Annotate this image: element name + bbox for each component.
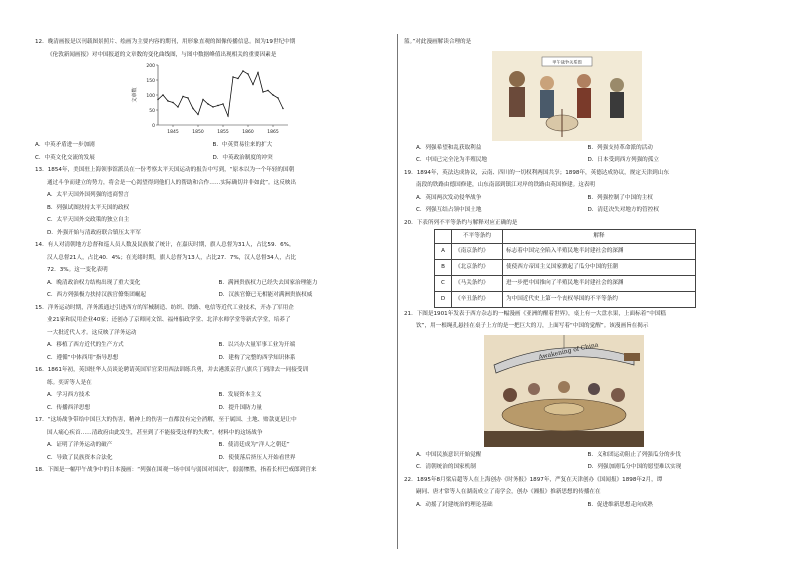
option-a[interactable]: A．中国民族意识开始觉醒 bbox=[416, 451, 482, 458]
option-d[interactable]: D．清廷决失对地方的管控权 bbox=[587, 207, 659, 213]
data-point bbox=[157, 99, 158, 100]
option-d[interactable]: D．列强加剧瓜分中国的愿望难以实现 bbox=[587, 464, 682, 470]
question-text: 14．有人对清朝地方总督和巡人员人数及民族做了统计，在嘉庆时期，旗人总督为31人，占比59．6%， bbox=[35, 242, 295, 248]
question-text: 南段的铁路由德国修建，山东南部到镇江对岸的铁路由英国修建。这表明 bbox=[416, 182, 596, 188]
question-text: 22．1895年8月梁启超等人在上海创办《时务报》1897年，严复在天津创办《国闻报》1898年2月，谭 bbox=[404, 476, 663, 483]
column-divider bbox=[397, 34, 398, 549]
option-a[interactable]: A．学习西方技术 bbox=[47, 392, 90, 398]
table-row bbox=[435, 275, 696, 291]
awakening-of-china-cartoon bbox=[404, 333, 759, 449]
option-c[interactable]: C．西方列强极力扶持汉族官僚集团崛起 bbox=[47, 292, 147, 298]
question-text: 20．下表所列不平等条约与解释对应正确的是 bbox=[404, 219, 518, 226]
data-point bbox=[262, 91, 263, 92]
option-row bbox=[35, 277, 390, 290]
data-point bbox=[212, 106, 213, 107]
option-row bbox=[35, 452, 390, 465]
question-text: 国人痛心疾首……清政府由此发生，甚至到了不能接受这样的失败”。材料中的这场战争 bbox=[47, 429, 263, 436]
x-tick-label: 1845 bbox=[167, 130, 179, 135]
data-point bbox=[257, 72, 258, 73]
data-point bbox=[182, 96, 183, 97]
question-text: 汉人总督21人，占比40．4%；在光绪时期，旗人总督为13人，占比27．7%，汉人总督34人，占比 bbox=[47, 254, 297, 261]
question-text: 72．3%。这一变化表明 bbox=[47, 267, 108, 273]
option-row bbox=[35, 139, 390, 152]
option-c[interactable]: C．传播西洋思想 bbox=[47, 404, 91, 411]
line-chart bbox=[130, 61, 300, 139]
figure-body bbox=[509, 87, 525, 117]
question-text: 21．下图是1901年发表于西方杂志的一幅漫画《亚洲的醒着世界》，桌上有一大盘水果，上面标着“中国糕 bbox=[404, 310, 666, 317]
option-a[interactable]: A．证明了洋务运动的破产 bbox=[47, 442, 113, 448]
table-header-cell: 不平等条约 bbox=[452, 230, 503, 244]
table-cell: 《南京条约》 bbox=[452, 243, 503, 259]
data-point bbox=[247, 73, 248, 74]
option-row bbox=[35, 152, 390, 165]
option-b[interactable]: B．中英贸易往来的扩大 bbox=[212, 142, 273, 148]
data-point bbox=[267, 90, 268, 91]
option-b[interactable]: B．发展资本主义 bbox=[218, 392, 262, 398]
sword-inscription: Awakening of China bbox=[537, 340, 600, 361]
y-tick-label: 50 bbox=[149, 108, 155, 114]
y-axis-label: 文章数 bbox=[132, 87, 138, 103]
table-cell: 使使西方帝国主义国家掀起了瓜分中国的狂潮 bbox=[503, 259, 696, 275]
option-d[interactable]: D．外强开始与清政府联合镇压太平军 bbox=[47, 229, 141, 236]
table-header-cell: 解释 bbox=[503, 230, 696, 244]
table-cell: B bbox=[435, 259, 452, 275]
data-point bbox=[172, 102, 173, 103]
right-column bbox=[404, 36, 759, 511]
option-a[interactable]: A．晚清政治权力结构出现了重大变化 bbox=[47, 279, 141, 286]
data-point bbox=[187, 97, 188, 98]
option-d[interactable]: D．提升国防力量 bbox=[218, 404, 262, 411]
y-tick-label: 200 bbox=[146, 63, 155, 69]
question-text: 练。奕䜣等人是在 bbox=[47, 379, 92, 386]
table-cell: C bbox=[435, 275, 452, 291]
option-a[interactable]: A．中英矛盾进一步加剧 bbox=[35, 142, 95, 148]
x-tick-label: 1865 bbox=[267, 130, 279, 135]
option-d[interactable]: D．日本受到西方列强的孤立 bbox=[587, 157, 659, 163]
table-row bbox=[435, 259, 696, 275]
cartoon-image bbox=[492, 51, 642, 141]
option-c[interactable]: C．列强互结占领中国土地 bbox=[416, 207, 482, 213]
option-a[interactable]: A．英国两次发动侵华战争 bbox=[416, 194, 482, 201]
data-point bbox=[222, 103, 223, 104]
option-row bbox=[404, 499, 759, 512]
data-point bbox=[252, 84, 253, 85]
question-text: 13．1854年，美国驻上海领事馆派员在一份考察太平天国运动的报告中写到，“原本以为一个年轻的国朝 bbox=[35, 167, 295, 173]
option-row bbox=[35, 389, 390, 402]
table-cell: 《辛丑条约》 bbox=[452, 291, 503, 307]
treaty-table bbox=[434, 229, 696, 308]
table-cell: A bbox=[435, 243, 452, 259]
table-header-cell bbox=[435, 230, 452, 244]
option-row bbox=[404, 461, 759, 474]
figure-head bbox=[610, 78, 624, 92]
option-d[interactable]: D．使使落后挤压人开始看世界 bbox=[218, 454, 296, 461]
option-c[interactable]: C．清朝统治的国家机制 bbox=[416, 464, 476, 470]
option-c[interactable]: C．太平天国外交政策的独立自主 bbox=[47, 217, 130, 223]
option-b[interactable]: B．列强控制了中国的主权 bbox=[587, 194, 653, 201]
figure-head bbox=[528, 383, 540, 395]
table-cell: D bbox=[435, 291, 452, 307]
option-row bbox=[35, 352, 390, 365]
cartoon-image bbox=[484, 335, 644, 447]
y-tick-label: 0 bbox=[152, 123, 155, 129]
data-point bbox=[232, 76, 233, 77]
table-cell: 标志着中国完全陷入半殖民地半封建社会的深渊 bbox=[503, 243, 696, 259]
table-cell: 《马关条约》 bbox=[452, 275, 503, 291]
data-point bbox=[272, 94, 273, 95]
fruit-plate bbox=[544, 403, 584, 415]
option-b[interactable]: B．满洲贵族权力已经失去国家治理能力 bbox=[218, 279, 318, 286]
option-a[interactable]: A．太平天国外国列强的违商誓言 bbox=[47, 192, 130, 198]
option-a[interactable]: A．动摇了封建统治的理论基础 bbox=[416, 501, 493, 508]
data-point bbox=[192, 108, 193, 109]
data-point bbox=[217, 105, 218, 106]
option-d[interactable]: D．汉族官僚已无相能对满洲贵族权威 bbox=[218, 292, 313, 298]
sword-hilt bbox=[624, 353, 640, 361]
x-tick-label: 1855 bbox=[217, 130, 229, 135]
question-text: 15．洋务运动时期，洋务派通过引进西方的军械制造、纺织、铁路、电信等近代工业技术，开办了军用企 bbox=[35, 304, 294, 311]
y-tick-label: 150 bbox=[146, 78, 155, 84]
data-point bbox=[202, 99, 203, 100]
option-row bbox=[35, 339, 390, 352]
option-row bbox=[35, 289, 390, 302]
x-tick-label: 1850 bbox=[192, 130, 204, 135]
figure-body bbox=[610, 92, 624, 118]
data-point bbox=[177, 106, 178, 107]
option-d[interactable]: D．中英政治制度的冲突 bbox=[212, 154, 273, 161]
question-text: 19．1894年，英法达成协议，云南、四川的一切权利两国共享；1898年，英德达成协议，规定天津到山东 bbox=[404, 169, 669, 176]
question-text: 17．“这场战争带给中国巨大的伤害，精神上的伤害一直都没有完全消解，至于属国、土地、赔款更是让中 bbox=[35, 417, 297, 423]
option-row bbox=[35, 439, 390, 452]
option-b[interactable]: B．以兴办大量军事工业为开端 bbox=[218, 342, 296, 348]
question-text: 通过斗争而建立的势力，将会是一心渴望得到他们人的帮助和合作……实际确切并非如此”。这反映出 bbox=[47, 179, 297, 186]
option-row bbox=[404, 142, 759, 155]
data-point bbox=[227, 115, 228, 116]
option-row bbox=[404, 449, 759, 462]
option-c[interactable]: C．遵循“中体西用”指导思想 bbox=[47, 354, 119, 361]
cartoon-caption: 甲午战争关系图 bbox=[552, 59, 582, 64]
option-a[interactable]: A．列强希望和乱获取利益 bbox=[416, 144, 482, 151]
floor bbox=[484, 431, 644, 447]
option-row bbox=[404, 192, 759, 205]
figure-head bbox=[611, 388, 625, 402]
question-text: 饮”，用一根绳孔悬挂在桌子上方的是一把巨大的刀，上面写着“中国的觉醒”。该漫画旨在揭示 bbox=[416, 323, 649, 329]
figure-head bbox=[503, 388, 517, 402]
data-point bbox=[162, 94, 163, 95]
sino-japanese-war-cartoon bbox=[404, 49, 759, 142]
figure-head bbox=[588, 383, 600, 395]
figure-head bbox=[577, 74, 591, 88]
option-a[interactable]: A．移植了西方近代的生产方式 bbox=[47, 342, 124, 348]
figure-body bbox=[577, 88, 591, 118]
y-tick-label: 100 bbox=[146, 93, 155, 99]
table-row bbox=[435, 243, 696, 259]
data-point bbox=[207, 103, 208, 104]
question-text: 一大批近代人才。这反映了洋务运动 bbox=[47, 329, 137, 336]
option-b[interactable]: B．列强试图扶持太平天国的政权 bbox=[47, 204, 130, 211]
option-row bbox=[35, 402, 390, 415]
option-row bbox=[404, 154, 759, 167]
question-text: 业21家和民用企业40家；还创办了京师同文馆、福州船政学堂、北洋水师学堂等新式学堂，培养了 bbox=[47, 317, 291, 323]
table-row bbox=[435, 291, 696, 307]
question-text: 12．晚清画报是以刊载图景照片、绘画为主要内容的期刊，用形象直观的图像传播信息。图为19世纪中期 bbox=[35, 39, 296, 45]
article-count-chart bbox=[35, 61, 390, 139]
table-cell: 为中国近代史上第一个丧权辱国的不平等条约 bbox=[503, 291, 696, 307]
option-c[interactable]: C．中英文化交流的发展 bbox=[35, 154, 95, 161]
option-row bbox=[404, 204, 759, 217]
figure-head bbox=[558, 381, 570, 393]
data-point bbox=[282, 108, 283, 109]
question-text: 嗣同、唐才常等人在湖南成立了南学会，创办《湘报》推新思想的传播在在 bbox=[416, 489, 601, 495]
figure-head bbox=[509, 71, 525, 87]
option-b[interactable]: B．使清廷成为“洋人之朝廷” bbox=[218, 442, 290, 448]
option-b[interactable]: B．列强支持革命派的活动 bbox=[587, 144, 653, 151]
data-point bbox=[237, 78, 238, 79]
data-point bbox=[277, 97, 278, 98]
figure-head bbox=[540, 76, 554, 90]
question-text: 《伦敦新闻画报》对中国报道的文章数的变化曲线图，与图中数据峰值出现相关的重要因素是 bbox=[47, 51, 277, 58]
option-b[interactable]: B．义和团运动阻止了列强瓜分的步伐 bbox=[587, 451, 681, 458]
option-c[interactable]: C．导致了民族资本合法化 bbox=[47, 454, 113, 461]
data-point bbox=[197, 114, 198, 115]
figure-body bbox=[540, 90, 554, 118]
question-text: 18．下图是一幅甲午战争中的日本漫画：“列强在围观一场中国与弱国对国决”，弱弱惨胜，指着长杆巴戒郎到宫来 bbox=[35, 467, 317, 473]
option-b[interactable]: B．促进维新思想走向成熟 bbox=[587, 501, 653, 508]
series-line bbox=[158, 71, 283, 116]
option-d[interactable]: D．建构了完整的西学知识体系 bbox=[218, 354, 296, 361]
x-tick-label: 1860 bbox=[242, 130, 254, 135]
data-point bbox=[167, 100, 168, 101]
table-cell: 进一步把中国推向了半殖民地半封建社会的深渊 bbox=[503, 275, 696, 291]
table-cell: 《北京条约》 bbox=[452, 259, 503, 275]
data-point bbox=[242, 70, 243, 71]
table-header-row bbox=[435, 230, 696, 244]
left-column bbox=[35, 36, 390, 477]
question-text: 16．1861年初，英国驻华人员谈论聘请英国军官采用西法训练兵勇，并去港派京营八旗兵丁到津去一同接受训 bbox=[35, 367, 309, 373]
option-c[interactable]: C．中国已完全沦为半殖民地 bbox=[416, 157, 488, 163]
question-text: 篮。”对此漫画解读合理的是 bbox=[404, 39, 472, 45]
